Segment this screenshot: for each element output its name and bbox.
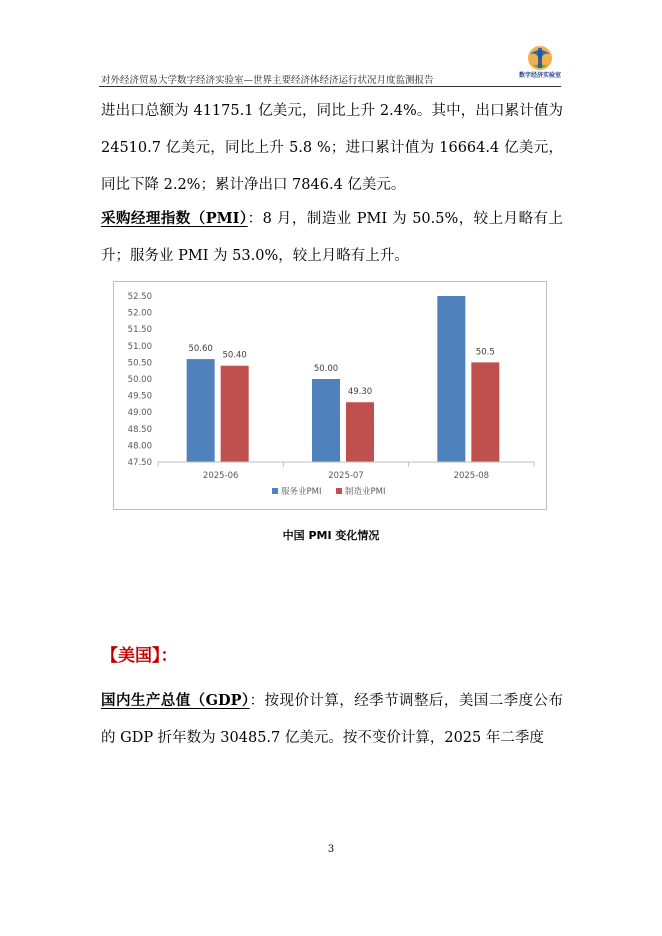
x-tick-label: 2025-07 bbox=[328, 471, 364, 481]
y-tick-label: 51.50 bbox=[127, 325, 152, 336]
bar-manufacturing bbox=[471, 362, 499, 462]
data-label: 50.40 bbox=[222, 350, 247, 361]
x-tick-label: 2025-06 bbox=[202, 471, 239, 481]
x-axis bbox=[158, 462, 534, 481]
page-number: 3 bbox=[327, 844, 335, 855]
bar-manufacturing bbox=[221, 366, 249, 462]
data-label: 50.5 bbox=[475, 347, 495, 358]
gdp-term: 国内生产总值（GDP） bbox=[101, 692, 250, 709]
x-tick-label: 2025-08 bbox=[453, 471, 490, 481]
y-tick-label: 48.00 bbox=[127, 441, 152, 452]
y-tick-label: 52.50 bbox=[127, 292, 152, 302]
legend-label: 服务业PMI bbox=[281, 487, 322, 497]
chart-legend bbox=[272, 486, 385, 497]
bar-services bbox=[187, 359, 215, 462]
y-tick-label: 52.00 bbox=[127, 308, 152, 319]
legend-swatch bbox=[272, 488, 278, 494]
pmi-chart-frame bbox=[113, 281, 547, 510]
pmi-paragraph bbox=[101, 200, 563, 275]
bar-services bbox=[437, 296, 465, 462]
logo-caption: 数字经济实验室 bbox=[518, 72, 561, 79]
y-tick-label: 47.50 bbox=[127, 458, 152, 468]
pmi-term: 采购经理指数（PMI） bbox=[101, 210, 248, 227]
legend-label: 制造业PMI bbox=[345, 487, 386, 497]
bar-services bbox=[312, 379, 340, 462]
header-divider bbox=[99, 86, 561, 87]
y-tick-label: 51.00 bbox=[127, 341, 152, 352]
chart-caption: 中国 PMI 变化情况 bbox=[282, 529, 380, 542]
y-tick-label: 49.50 bbox=[127, 391, 152, 402]
trade-paragraph: 进出口总额为 41175.1 亿美元，同比上升 2.4%。其中，出口累计值为 24510.7 亿美元，同比上升 5.8 %；进口累计值为 16664.4 亿美元，同比下降 2.2%；累计净出口 7846.4 亿美元。 bbox=[101, 103, 563, 193]
gdp-paragraph bbox=[101, 682, 563, 757]
us-section-heading: 【美国】： bbox=[101, 646, 178, 666]
y-tick-label: 50.00 bbox=[127, 375, 152, 385]
pmi-bar-chart bbox=[114, 282, 546, 509]
pmi-text: ：8 月，制造业 PMI 为 50.5%，较上月略有上升；服务业 PMI 为 53.0%，较上月略有上升。 bbox=[101, 211, 563, 264]
y-tick-label: 50.50 bbox=[127, 358, 152, 369]
bar-manufacturing bbox=[346, 402, 374, 462]
y-tick-label: 49.00 bbox=[127, 408, 152, 419]
report-header-title: 对外经济贸易大学数字经济实验室—世界主要经济体经济运行状况月度监测报告 bbox=[101, 75, 434, 86]
y-axis bbox=[128, 292, 152, 468]
legend-swatch bbox=[336, 488, 342, 494]
data-label: 49.30 bbox=[347, 387, 373, 398]
bar-series bbox=[187, 296, 500, 462]
data-label: 50.00 bbox=[313, 364, 339, 374]
gdp-text: ：按现价计算，经季节调整后，美国二季度公布的 GDP 折年数为 30485.7 亿美元。按不变价计算，2025 年二季度 bbox=[101, 693, 563, 746]
y-tick-label: 48.50 bbox=[127, 424, 152, 435]
data-label: 50.60 bbox=[188, 344, 213, 355]
